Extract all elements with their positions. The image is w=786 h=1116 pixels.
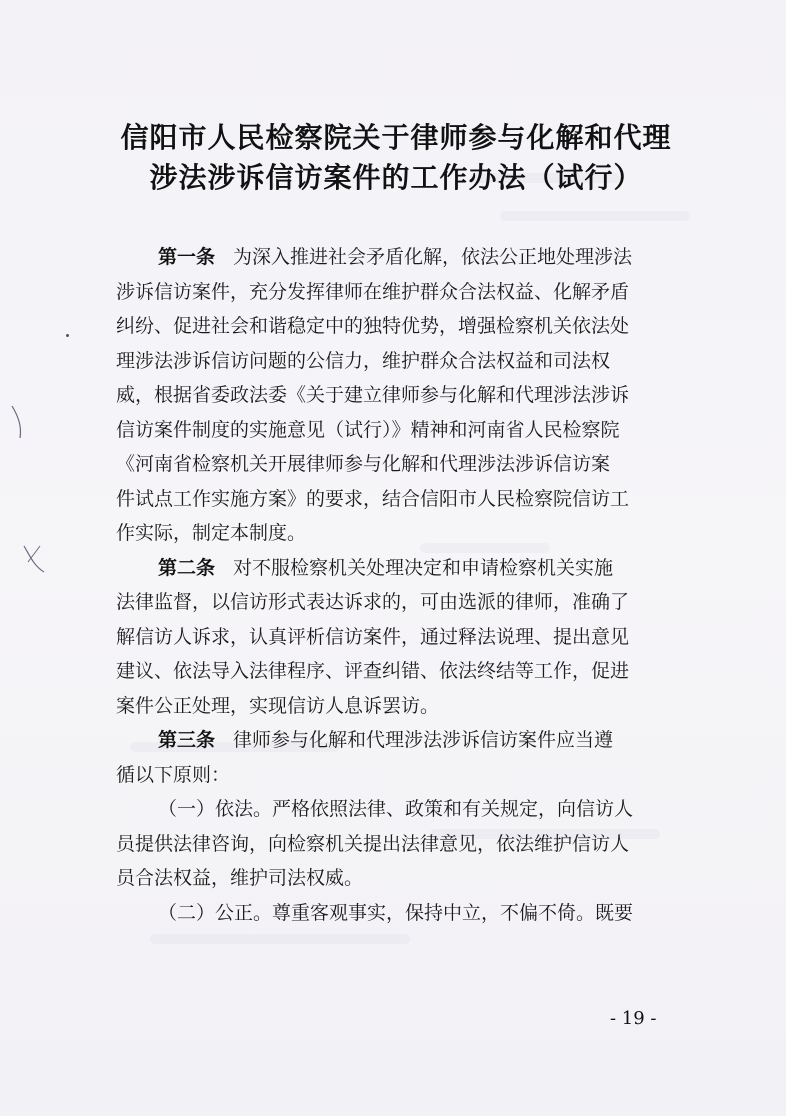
article-1-line-1 [116,240,682,275]
article-1-line: 纠纷、促进社会和谐稳定中的独特优势，增强检察机关依法处 [116,315,630,337]
principle-1-line-1: （一）依法。严格依照法律、政策和有关规定，向信访人 [158,798,634,820]
article-1-line: 件试点工作实施方案》的要求，结合信阳市人民检察院信访工 [116,487,630,510]
article-1-line: 威，根据省委政法委《关于建立律师参与化解和代理涉法涉诉 [116,384,630,406]
article-2-line: 解信访人诉求，认真评析信访案件，通过释法说理、提出意见 [116,625,630,648]
article-1-line: 作实际，制定本制度。 [116,522,307,544]
article-3-text: 律师参与化解和代理涉法涉诉信访案件应当遵 [233,729,614,751]
article-2-line: 案件公正处理，实现信访人息诉罢访。 [116,694,440,717]
article-3-line: 循以下原则： [116,763,231,786]
article-2-text: 对不服检察机关处理决定和申请检察机关实施 [233,556,614,579]
article-2-line-1 [116,551,682,586]
ink-dot [66,334,69,337]
document-title-line-2: 涉法涉诉信访案件的工作办法（试行） [149,161,643,194]
page-number: - 19 - [610,1008,657,1029]
article-2-line: 法律监督，以信访形式表达诉求的，可由选派的律师，准确了 [116,591,630,613]
document-title-line-1: 信阳市人民检察院关于律师参与化解和代理 [120,121,672,154]
article-1-text: 为深入推进社会矛盾化解，依法公正地处理涉法 [233,246,633,268]
article-3-label: 第三条 [158,729,216,751]
article-1-line: 涉诉信访案件，充分发挥律师在维护群众合法权益、化解矛盾 [116,280,630,303]
article-2-label: 第二条 [158,556,216,579]
document-body [116,240,682,930]
article-1-line: 信访案件制度的实施意见（试行）》精神和河南省人民检察院 [116,418,620,441]
principle-1-line: 员合法权益，维护司法权威。 [116,867,364,889]
pen-mark-icon [4,396,48,596]
article-1-line: 《河南省检察机关开展律师参与化解和代理涉法涉诉信访案 [116,453,611,475]
article-1-line: 理涉法涉诉信访问题的公信力，维护群众合法权益和司法权 [116,349,611,372]
principle-1-line: 员提供法律咨询，向检察机关提出法律意见，依法维护信访人 [116,832,630,855]
principle-2-line-1: （二）公正。尊重客观事实，保持中立，不偏不倚。既要 [158,901,634,924]
article-3-line-1 [116,723,682,758]
article-2-line: 建议、依法导入法律程序、评查纠错、依法终结等工作，促进 [116,660,630,682]
article-1-label: 第一条 [158,246,216,268]
